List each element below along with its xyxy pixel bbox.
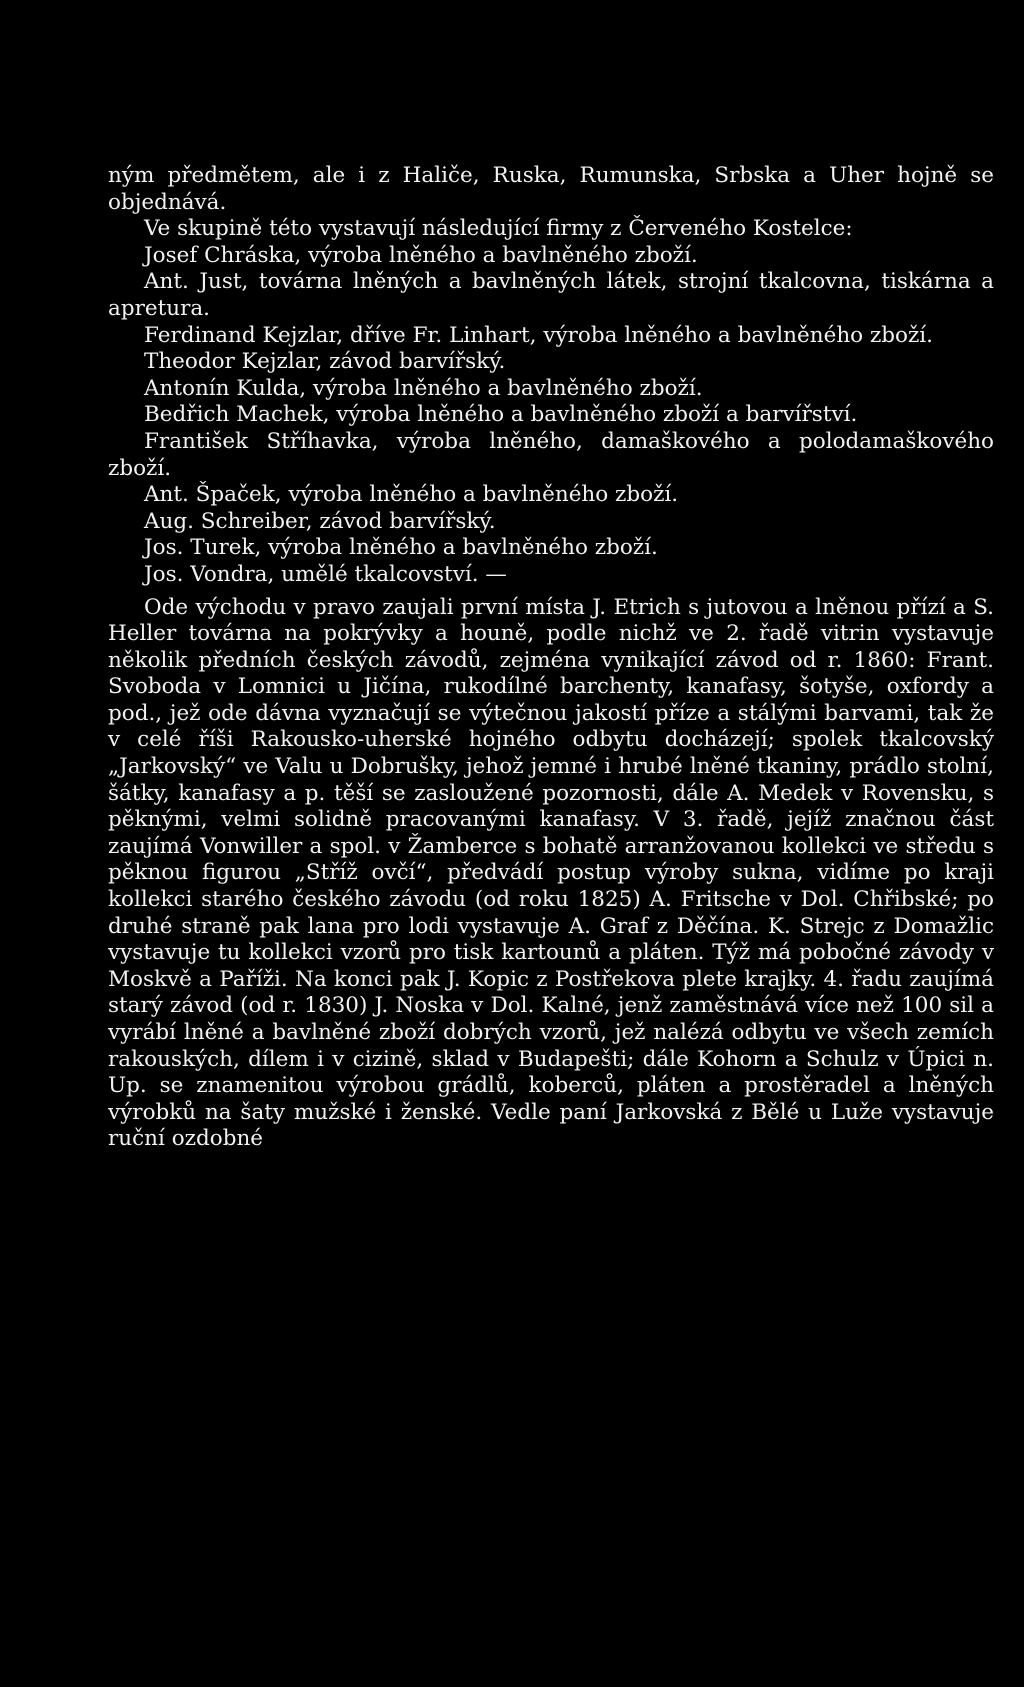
exhibitor-entry: Ant. Špaček, výroba lněného a bavlněného zboží. <box>144 482 679 508</box>
exhibitor-entry: Theodor Kejzlar, závod barvířský. <box>144 349 506 375</box>
paragraph-exhibitors-intro: Ve skupině této vystavují následující firmy z Červeného Kostelce: <box>144 216 853 242</box>
paragraph-east-side: Ode východu v pravo zaujali první místa J. Etrich s jutovou a lněnou přízí a S. Heller továrna na pokrývky a houně, podle nichž ve 2. řadě vitrin vystavuje několik předních českých závodů, zejména vynikající závod od r. 1860: Frant. Svoboda v Lomnici u Jičína, rukodílné barchenty, kanafasy, šotyše, oxfordy a pod., jež ode dávna vyznačují se výtečnou jakostí příze a stálými barvami, tak že v celé říši Rakousko-uherské hojného odbytu docházejí; spolek tkalcovský „Jarkovský“ ve Valu u Dobrušky, jehož jemné i hrubé lněné tkaniny, prádlo stolní, šátky, kanafasy a p. těší se zasloužené pozornosti, dále A. Medek v Rovensku, s pěknými, velmi solidně pracovanými kanafasy. V 3. řadě, jejíž značnou část zaujímá Vonwiller a spol. v Žamberce s bohatě arranžovanou kollekci ve středu s pěknou figurou „Stříž ovčí“, předvádí postup výroby sukna, vidíme po kraji kollekci starého českého závodu (od roku 1825) A. Fritsche v Dol. Chřibské; po druhé straně pak lana pro lodi vystavuje A. Graf z Děčína. K. Strejc z Domažlic vystavuje tu kollekci vzorů pro tisk kartounů a pláten. Týž má pobočné závody v Moskvě a Paříži. Na konci pak J. Kopic z Postřekova plete krajky. 4. řadu zaujímá starý závod (od r. 1830) J. Noska v Dol. Kalné, jenž zaměstnává více než 100 sil a vyrábí lněné a bavlněné zboží dobrých vzorů, jež nalézá odbytu ve všech zemích rakouských, dílem i v cizině, sklad v Budapešti; dále Kohorn a Schulz v Úpici n. Up. se znamenitou výrobou grádlů, koberců, pláten a prostěradel a lněných výrobků na šaty mužské i ženské. Vedle paní Jarkovská z Bělé u Luže vystavuje ruční ozdobné <box>108 594 994 1152</box>
exhibitor-entry: Bedřich Machek, výroba lněného a bavlněného zboží a barvířství. <box>144 402 858 428</box>
exhibitor-entry: Jos. Vondra, umělé tkalcovství. — <box>144 561 507 587</box>
exhibitor-entry: Antonín Kulda, výroba lněného a bavlněného zboží. <box>144 375 703 401</box>
exhibitor-entry: František Stříhavka, výroba lněného, damaškového a polodamaškového zboží. <box>108 428 994 481</box>
exhibitor-entry: Ferdinand Kejzlar, dříve Fr. Linhart, výroba lněného a bavlněného zboží. <box>144 322 934 348</box>
exhibitor-entry: Josef Chráska, výroba lněného a bavlněného zboží. <box>144 242 698 268</box>
page-text-body <box>108 163 994 1153</box>
paragraph-continuation: ným předmětem, ale i z Haliče, Ruska, Rumunska, Srbska a Uher hojně se objednává. <box>108 163 994 215</box>
exhibitor-entry: Ant. Just, továrna lněných a bavlněných látek, strojní tkalcovna, tiskárna a apretura. <box>108 269 994 321</box>
exhibitor-entry: Jos. Turek, výroba lněného a bavlněného zboží. <box>144 535 658 561</box>
exhibitor-entry: Aug. Schreiber, závod barvířský. <box>144 508 496 534</box>
